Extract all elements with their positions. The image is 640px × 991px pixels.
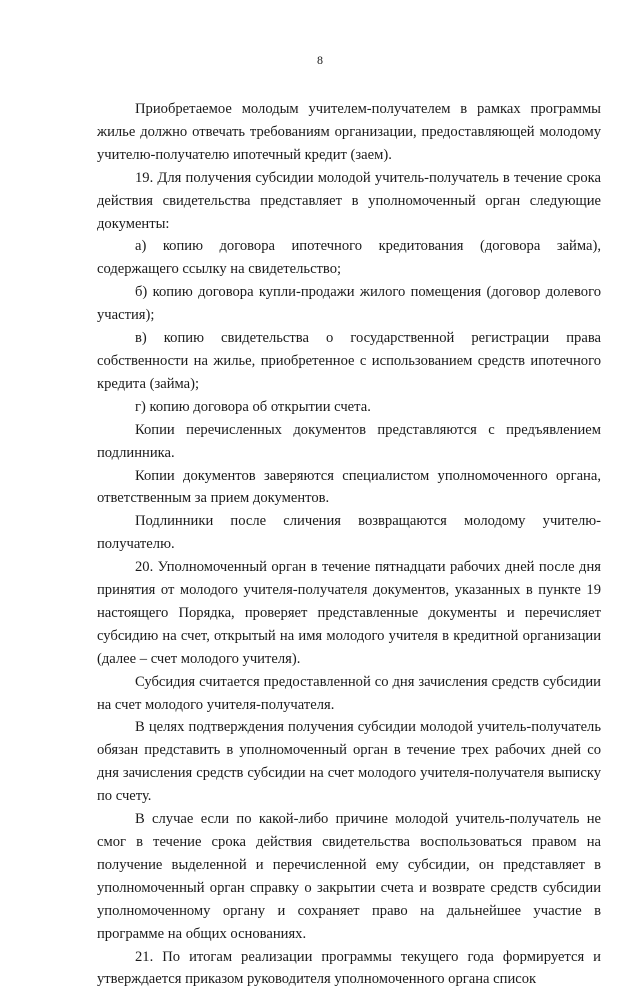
paragraph-item-19-b: б) копию договора купли-продажи жилого помещения (договор долевого участия); xyxy=(97,284,601,324)
paragraph-item-20: 20. Уполномоченный орган в течение пятнадцати рабочих дней после дня принятия от молодого учителя-получателя документов, указанных в пункте 19 настоящего Порядка, проверяет представленные документы и перечисляет субсидию на счет, открытый на имя молодого учителя в кредитной организации (далее – счет молодого учителя). xyxy=(97,559,601,667)
paragraph-copies-with-original: Копии перечисленных документов представляются с предъявлением подлинника. xyxy=(97,421,601,461)
paragraph-subsidy-provided: Субсидия считается предоставленной со дня зачисления средств субсидии на счет молодого учителя-получателя. xyxy=(97,673,601,713)
paragraph-originals-returned: Подлинники после сличения возвращаются молодому учителю-получателю. xyxy=(97,513,601,553)
paragraph-housing-requirements: Приобретаемое молодым учителем-получателем в рамках программы жилье должно отвечать требованиям организации, предоставляющей молодому учителю-получателю ипотечный кредит (заем). xyxy=(97,101,601,163)
paragraph-item-19: 19. Для получения субсидии молодой учитель-получатель в течение срока действия свидетельства представляет в уполномоченный орган следующие документы: xyxy=(97,169,601,232)
paragraph-copies-certified: Копии документов заверяются специалистом уполномоченного органа, ответственным за прием документов. xyxy=(97,467,601,507)
paragraph-unused-subsidy: В случае если по какой-либо причине молодой учитель-получатель не смог в течение срока действия свидетельства воспользоваться правом на получение выделенной и перечисленной ему субсидии, он представляет в уполномоченный орган справку о закрытии счета и возврате средств субсидии уполномоченному органу и сохраняет право на дальнейшее участие в программе на общих основаниях. xyxy=(97,811,601,942)
paragraph-item-19-a: а) копию договора ипотечного кредитования (договора займа), содержащего ссылку на свидетельство; xyxy=(97,238,601,278)
paragraph-item-19-g: г) копию договора об открытии счета. xyxy=(135,398,371,415)
paragraph-item-21: 21. По итогам реализации программы текущего года формируется и утверждается приказом руководителя уполномоченного органа список xyxy=(97,948,601,988)
page-number: 8 xyxy=(317,53,323,67)
paragraph-confirmation-statement: В целях подтверждения получения субсидии молодой учитель-получатель обязан представить в уполномоченный орган в течение трех рабочих дней со дня зачисления средств субсидии на счет молодого учителя-получателя выписку по счету. xyxy=(97,719,601,805)
paragraph-item-19-v: в) копию свидетельства о государственной регистрации права собственности на жилье, приобретенное с использованием средств ипотечного кредита (займа); xyxy=(97,330,601,392)
document-body xyxy=(97,98,601,991)
